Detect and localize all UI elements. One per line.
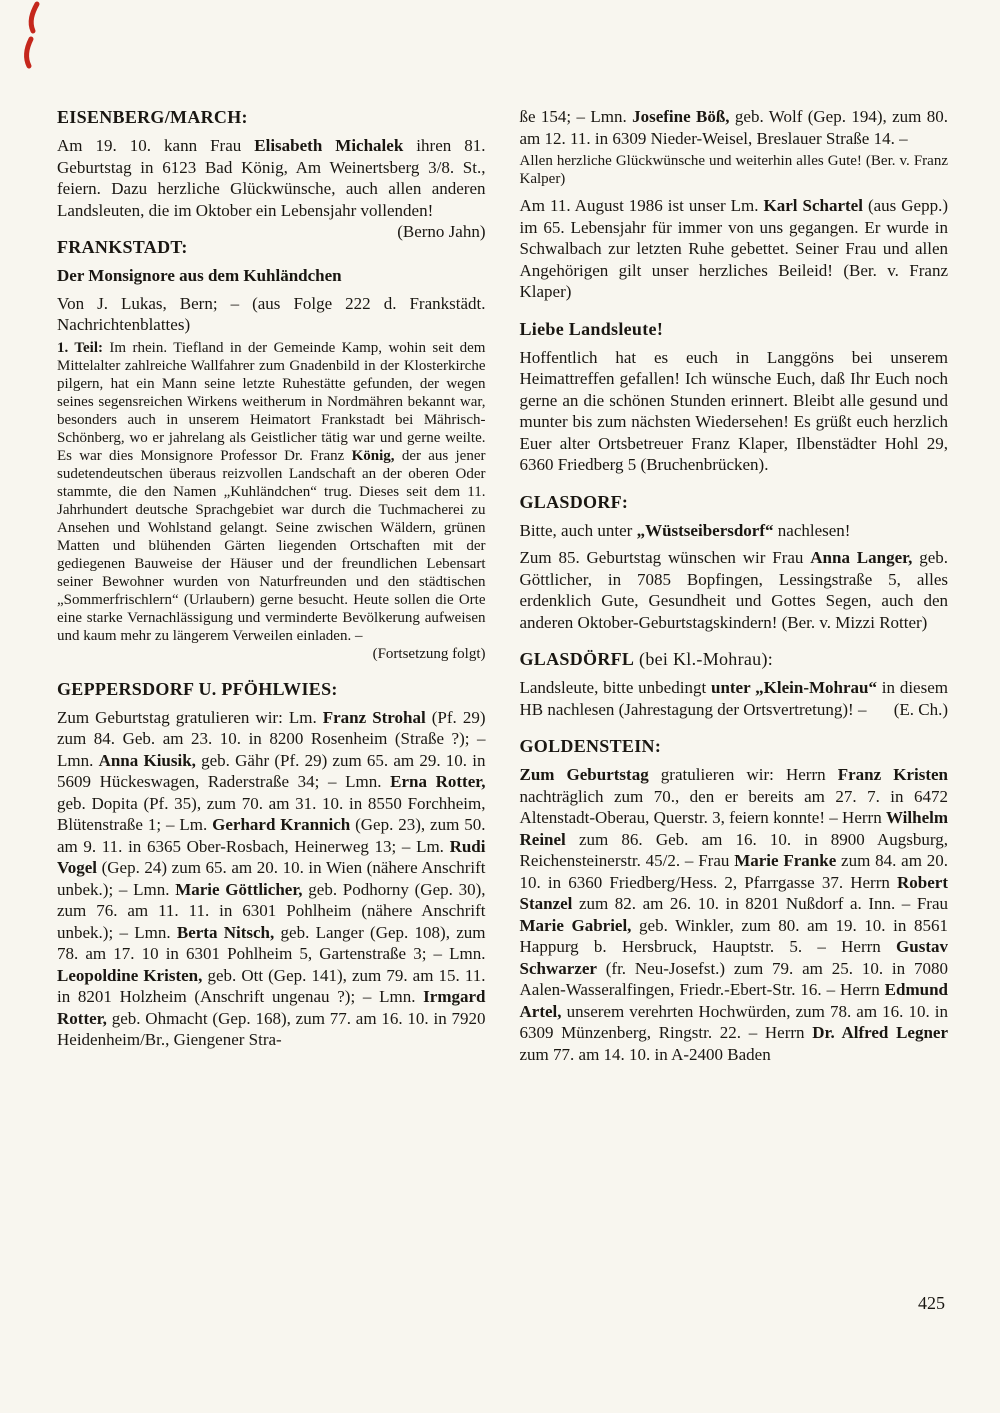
emphasis-text: Rudi Vogel bbox=[57, 836, 486, 877]
section-liebe-landsleute bbox=[520, 318, 949, 476]
emphasis-text: unter „Klein-Mohrau“ bbox=[710, 678, 877, 697]
paragraph bbox=[57, 645, 486, 663]
emphasis-text: GEPPERSDORF U. PFÖHLWIES: bbox=[57, 678, 338, 699]
section-goldenstein bbox=[520, 735, 949, 1065]
body-text: Allen herzliche Glückwünsche und weiterhin alles Gute! (Ber. v. Franz Kalper) bbox=[519, 153, 948, 187]
body-text: Landsleute, bitte unbedingt bbox=[519, 678, 711, 697]
section-heading bbox=[57, 678, 486, 701]
paragraph bbox=[57, 135, 486, 241]
emphasis-text: Der Monsignore aus dem Kuhländchen bbox=[57, 266, 342, 285]
credit-text: (E. Ch.) bbox=[893, 699, 948, 719]
body-text: nachträglich zum 70., den er bereits am 27. 7. in 6472 Altenstadt-Oberau, Querstr. 3, feiern konnte! – Herrn bbox=[519, 786, 948, 827]
emphasis-text: Edmund Artel, bbox=[519, 980, 948, 1021]
body-text: geb. Podhorny (Gep. 30), zum 76. am 11. 11. in 6301 Pohlheim (nähere Anschrift unbek.); – Lmn. bbox=[57, 879, 486, 942]
body-text: geb. Gähr (Pf. 29) zum 65. am 29. 10. in 5609 Hückeswagen, Raderstraße 34; – Lmn. bbox=[57, 750, 486, 791]
emphasis-text: Marie Franke bbox=[734, 851, 837, 870]
red-pen-mark bbox=[6, 0, 66, 92]
emphasis-text: Gerhard Krannich bbox=[212, 815, 351, 834]
body-text: (fr. Neu-Josefst.) zum 79. am 25. 10. in 7080 Aalen-Wasseralfingen, Friedr.-Ebert-Str. 16. – Herrn bbox=[519, 958, 948, 999]
body-text: geb. Dopita (Pf. 35), zum 70. am 31. 10. in 8550 Forchheim, Blütenstraße 1; – Lm. bbox=[57, 793, 486, 834]
body-text: ße 154; – Lmn. bbox=[519, 107, 633, 126]
section-geppersdorf-u-pfoehlwies bbox=[57, 678, 486, 1051]
section-heading bbox=[57, 106, 486, 129]
emphasis-text: Anna Langer, bbox=[810, 548, 913, 567]
body-text: geb. Langer (Gep. 108), zum 78. am 17. 10 in 6301 Pohlheim 5, Gartenstraße 3; – Lmn. bbox=[57, 922, 486, 963]
paragraph bbox=[57, 265, 486, 287]
paragraph bbox=[520, 764, 949, 1065]
body-text: geb. Göttlicher, in 7085 Bopfingen, Lessingstraße 5, alles erdenklich Gute, Gesundheit und Gottes Segen, auch den anderen Oktober-Geburtstagskindern! (Ber. v. Mizzi Rotter) bbox=[519, 548, 948, 632]
emphasis-text: Liebe Landsleute! bbox=[519, 318, 664, 339]
body-text: zum 77. am 14. 10. in A-2400 Baden bbox=[519, 1044, 771, 1064]
body-text: Im rhein. Tiefland in der Gemeinde Kamp, wohin seit dem Mittelalter zahlreiche Wallfahrer zum Gnadenbild in der Klosterkirche pilgern, hat ein Mann seine letzte Ruhestätte gefunden, der wegen seines segensreichen Wirkens weitherum in Nordmähren bekannt war, besonders auch in unserem Heimatort Frankstadt bei Mährisch-Schönberg, wo er jahrelang als Geistlicher tätig war und gerne weilte. Es war dies Monsignore Professor Dr. Franz bbox=[57, 339, 486, 464]
emphasis-text: Anna Kiusik, bbox=[98, 750, 196, 770]
paragraph bbox=[520, 195, 949, 303]
body-text: gratulieren wir: Herrn bbox=[648, 765, 838, 784]
emphasis-text: Franz Strohal bbox=[322, 707, 426, 727]
emphasis-text: 1. Teil: bbox=[57, 339, 104, 356]
emphasis-text: Leopoldine Kristen, bbox=[57, 965, 203, 985]
section-eisenberg-march bbox=[57, 106, 486, 241]
body-text: (Pf. 29) zum 84. Geb. am 23. 10. in 8200 Rosenheim (Straße ?); – Lmn. bbox=[57, 707, 486, 770]
emphasis-text: Dr. Alfred Legner bbox=[812, 1023, 949, 1042]
paragraph bbox=[57, 339, 486, 645]
body-text: zum 86. Geb. am 16. 10. in 8900 Augsburg, Reichensteinerstr. 45/2. – Frau bbox=[519, 829, 948, 870]
emphasis-text: Wilhelm Reinel bbox=[519, 808, 948, 849]
paragraph bbox=[520, 547, 949, 633]
body-text: Bitte, auch unter bbox=[519, 520, 637, 540]
page-number: 425 bbox=[918, 1293, 945, 1313]
emphasis-text: GLASDORF: bbox=[519, 491, 629, 512]
body-text: Am 19. 10. kann Frau bbox=[57, 136, 255, 155]
body-text: unserem verehrten Hochwürden, zum 78. am 16. 10. in 6309 Münzenberg, Ringstr. 22. – Herrn bbox=[519, 1001, 948, 1042]
paragraph bbox=[520, 520, 949, 542]
emphasis-text: Franz Kristen bbox=[837, 765, 948, 784]
paragraph bbox=[520, 677, 949, 720]
body-text: Hoffentlich hat es euch in Langgöns bei unserem Heimattreffen gefallen! Ich wünsche Euch, daß Ihr Euch noch gerne an die schönen Stunden erinnert. Bleibt alle gesund und munter bis zum nächsten Wiedersehen! Es grüßt euch herzlich Euer alter Ortsbetreuer Franz Klaper, Ilbenstädter Hohl 29, 6360 Friedberg 5 (Bruchenbrücken). bbox=[519, 347, 948, 474]
credit-text: (Berno Jahn) bbox=[397, 222, 486, 241]
body-text: in diesem HB nachlesen (Jahrestagung der Ortsvertretung)! – bbox=[519, 678, 948, 719]
emphasis-text: König, bbox=[351, 447, 395, 464]
body-text: zum 84. am 20. 10. in 6360 Friedberg/Hess. 2, Pfarrgasse 37. Herrn bbox=[519, 851, 949, 892]
body-text: Am 11. August 1986 ist unser Lm. bbox=[519, 196, 764, 215]
emphasis-text: FRANKSTADT: bbox=[57, 237, 188, 257]
emphasis-text: Erna Rotter, bbox=[390, 772, 486, 791]
section-heading bbox=[520, 318, 949, 341]
emphasis-text: Robert Stanzel bbox=[519, 872, 948, 913]
paragraph bbox=[520, 347, 949, 476]
emphasis-text: Berta Nitsch, bbox=[176, 922, 275, 942]
body-text: zum 82. am 26. 10. in 8201 Nußdorf a. Inn. – Frau bbox=[572, 894, 948, 913]
section-heading bbox=[520, 648, 949, 671]
body-text: geb. Ohmacht (Gep. 168), zum 77. am 16. 10. in 7920 Heidenheim/Br., Giengener Stra- bbox=[57, 1008, 486, 1049]
page-content bbox=[57, 106, 948, 1080]
emphasis-text: GOLDENSTEIN: bbox=[519, 736, 662, 756]
body-text: (Gep. 23), zum 50. am 9. 11. in 6365 Ober-Rosbach, Heinerweg 13; – Lm. bbox=[57, 815, 486, 856]
body-text: Von J. Lukas, Bern; – (aus Folge 222 d. Frankstädt. Nachrichtenblattes) bbox=[57, 293, 486, 334]
section-frankstadt bbox=[57, 236, 486, 663]
body-text: (Gep. 24) zum 65. am 20. 10. in Wien (nähere Anschrift unbek.); – Lmn. bbox=[57, 858, 486, 899]
section-glasdoerfl bbox=[520, 648, 949, 720]
column-right bbox=[520, 106, 949, 1080]
emphasis-text: Gustav Schwarzer bbox=[519, 937, 948, 978]
red-pen-stroke bbox=[31, 4, 37, 31]
body-text: der aus jener sudetendeutschen überaus reizvollen Landschaft an der oberen Oder stammte, die den Namen „Kuhländchen“ trug. Dieses seit dem 11. Jahrhundert deutsche Sprachgebiet war durch die Tuchmacherei zu Ansehen und Wohlstand gelangt. Seine zwischen Wäldern, grünen Matten und blühenden Gärten liegenden Ortschaften mit der gediegenen Bauweise der Häuser und der freundlichen Lebensart seiner Bewohner wurden von Naturfreunden und den städtischen „Sommerfrischlern“ (Urlaubern) gerne besucht. Heute sollen die Orte eine starke Vernachlässigung und verminderte Bevölkerung aufweisen und kaum mehr zu längerem Verweilen einladen. – bbox=[57, 447, 486, 644]
body-text: ihren 81. Geburtstag in 6123 Bad König, Am Weinertsberg 3/8. St., feiern. Dazu herzliche Glückwünsche, auch allen anderen Landsleuten, die im Oktober ein Lebensjahr vollenden! bbox=[57, 136, 486, 220]
body-text: (aus Gepp.) im 65. Lebensjahr für immer von uns gegangen. Er wurde in Schwalbach zur letzten Ruhe gebettet. Seiner Frau und allen Angehörigen gilt unser herzliches Beileid! (Ber. v. Franz Klaper) bbox=[519, 196, 949, 301]
section-heading bbox=[520, 491, 949, 514]
body-text: (bei Kl.-Mohrau): bbox=[634, 649, 774, 669]
body-text: Zum 85. Geburtstag wünschen wir Frau bbox=[519, 548, 811, 567]
emphasis-text: EISENBERG/MARCH: bbox=[57, 107, 248, 127]
emphasis-text: Josefine Böß, bbox=[632, 107, 730, 126]
emphasis-text: Elisabeth Michalek bbox=[254, 136, 404, 155]
emphasis-text: Marie Göttlicher, bbox=[175, 879, 303, 899]
emphasis-text: Marie Gabriel, bbox=[519, 915, 632, 935]
body-text: geb. Winkler, zum 80. am 19. 10. in 8561 Happurg b. Hersbruck, Hauptstr. 5. – Herrn bbox=[519, 915, 948, 956]
paragraph bbox=[57, 707, 486, 1051]
body-text: Zum Geburtstag gratulieren wir: Lm. bbox=[57, 707, 323, 727]
column-left bbox=[57, 106, 486, 1080]
emphasis-text: Karl Schartel bbox=[763, 196, 863, 215]
body-text: (Fortsetzung folgt) bbox=[372, 645, 486, 662]
section-geppersdorf-continuation bbox=[520, 106, 949, 303]
emphasis-text: GLASDÖRFL bbox=[519, 649, 635, 669]
paragraph bbox=[520, 106, 949, 149]
section-heading bbox=[520, 735, 949, 758]
section-glasdorf bbox=[520, 491, 949, 634]
emphasis-text: Zum Geburtstag bbox=[519, 765, 649, 784]
body-text: nachlesen! bbox=[773, 520, 851, 540]
red-pen-stroke bbox=[27, 39, 31, 66]
emphasis-text: „Wüstseibersdorf“ bbox=[636, 520, 774, 540]
body-text: geb. Wolf (Gep. 194), zum 80. am 12. 11. in 6309 Nieder-Weisel, Breslauer Straße 14. – bbox=[519, 107, 948, 148]
paragraph bbox=[57, 293, 486, 336]
paragraph bbox=[520, 152, 949, 188]
emphasis-text: Irmgard Rotter, bbox=[57, 987, 486, 1028]
body-text: geb. Ott (Gep. 141), zum 79. am 15. 11. in 8201 Holzheim (Anschrift ungenau ?); – Lmn. bbox=[57, 965, 486, 1006]
